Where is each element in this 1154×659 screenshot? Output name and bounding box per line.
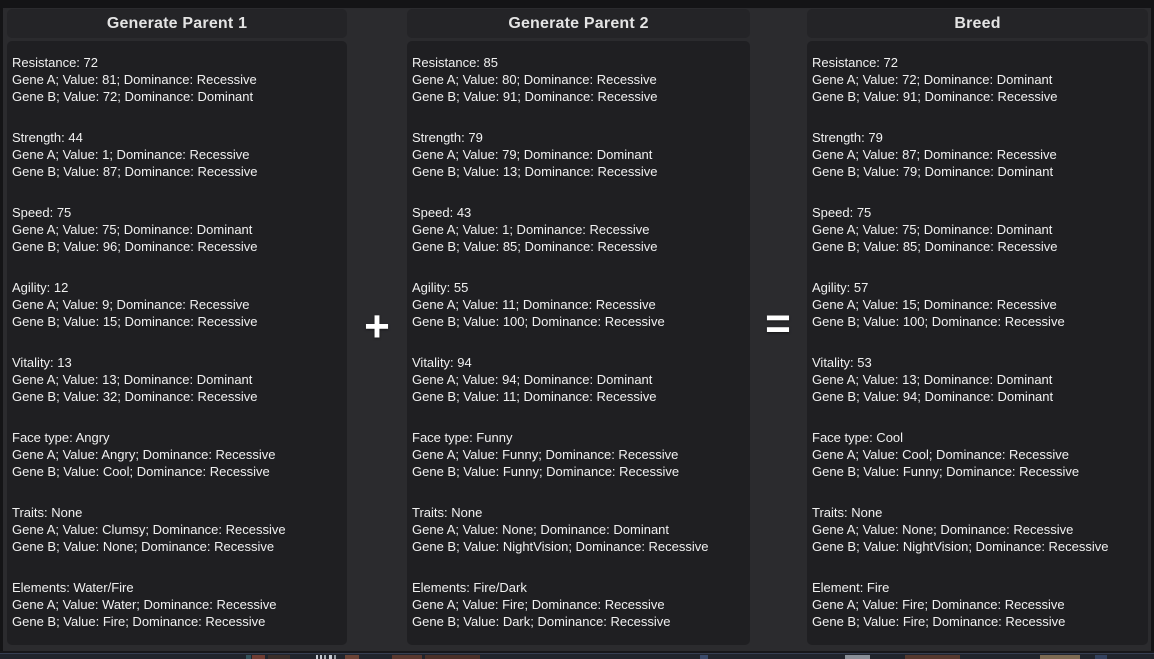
gene-a-line: Gene A; Value: 87; Dominance: Recessive — [812, 147, 1057, 162]
stat-title: Resistance: 72 — [12, 55, 98, 70]
gene-b-line: Gene B; Value: 96; Dominance: Recessive — [12, 239, 258, 254]
stat-group-resistance — [412, 54, 744, 105]
breeding-panels-container — [3, 8, 1151, 651]
gene-b-line: Gene B; Value: 87; Dominance: Recessive — [12, 164, 258, 179]
breed-label: Breed — [954, 14, 1001, 32]
stat-title: Elements: Fire/Dark — [412, 580, 527, 595]
stat-title: Agility: 12 — [12, 280, 69, 295]
stat-title: Resistance: 85 — [412, 55, 498, 70]
stat-title: Agility: 57 — [812, 280, 869, 295]
stat-group-resistance — [812, 54, 1142, 105]
stat-group-traits — [412, 504, 744, 555]
gene-a-line: Gene A; Value: 80; Dominance: Recessive — [412, 72, 657, 87]
stat-group-element — [812, 579, 1142, 630]
gene-a-line: Gene A; Value: 75; Dominance: Dominant — [12, 222, 253, 237]
gene-b-line: Gene B; Value: NightVision; Dominance: Recessive — [412, 539, 709, 554]
gene-b-line: Gene B; Value: NightVision; Dominance: Recessive — [812, 539, 1109, 554]
gene-b-line: Gene B; Value: 13; Dominance: Recessive — [412, 164, 658, 179]
stat-title: Element: Fire — [812, 580, 890, 595]
gene-b-line: Gene B; Value: Funny; Dominance: Recessive — [812, 464, 1080, 479]
stat-title: Traits: None — [812, 505, 883, 520]
stat-title: Face type: Funny — [412, 430, 513, 445]
gene-a-line: Gene A; Value: None; Dominance: Dominant — [412, 522, 670, 537]
generate-parent-1-button[interactable] — [7, 9, 347, 38]
stat-group-agility — [412, 279, 744, 330]
stat-title: Strength: 79 — [812, 130, 883, 145]
parent1-stats-list — [7, 41, 347, 645]
gene-a-line: Gene A; Value: 11; Dominance: Recessive — [412, 297, 656, 312]
stat-title: Strength: 44 — [12, 130, 83, 145]
gene-b-line: Gene B; Value: Funny; Dominance: Recessive — [412, 464, 680, 479]
generate-parent-2-button[interactable] — [407, 9, 750, 38]
gene-a-line: Gene A; Value: 13; Dominance: Dominant — [12, 372, 253, 387]
stat-group-speed — [812, 204, 1142, 255]
stat-group-speed — [12, 204, 341, 255]
stat-title: Vitality: 13 — [12, 355, 72, 370]
gene-b-line: Gene B; Value: 15; Dominance: Recessive — [12, 314, 258, 329]
equals-operator: = — [765, 299, 791, 348]
stat-group-elements — [12, 579, 341, 630]
stat-group-speed — [412, 204, 744, 255]
gene-a-line: Gene A; Value: Clumsy; Dominance: Recessive — [12, 522, 286, 537]
breed-button[interactable] — [807, 9, 1148, 38]
gene-b-line: Gene B; Value: 11; Dominance: Recessive — [412, 389, 657, 404]
gene-a-line: Gene A; Value: Fire; Dominance: Recessive — [412, 597, 665, 612]
gene-b-line: Gene B; Value: 91; Dominance: Recessive — [412, 89, 658, 104]
stat-group-elements — [412, 579, 744, 630]
stat-group-agility — [812, 279, 1142, 330]
stat-title: Agility: 55 — [412, 280, 469, 295]
stat-group-resistance — [12, 54, 341, 105]
gene-a-line: Gene A; Value: 79; Dominance: Dominant — [412, 147, 653, 162]
gene-a-line: Gene A; Value: 1; Dominance: Recessive — [412, 222, 650, 237]
stat-group-agility — [12, 279, 341, 330]
gene-a-line: Gene A; Value: Fire; Dominance: Recessive — [812, 597, 1065, 612]
gene-b-line: Gene B; Value: Cool; Dominance: Recessive — [12, 464, 270, 479]
stat-title: Face type: Cool — [812, 430, 904, 445]
gene-a-line: Gene A; Value: 13; Dominance: Dominant — [812, 372, 1053, 387]
gene-b-line: Gene B; Value: 79; Dominance: Dominant — [812, 164, 1054, 179]
stat-group-traits — [812, 504, 1142, 555]
stat-group-strength — [812, 129, 1142, 180]
parent1-panel — [7, 8, 347, 651]
gene-a-line: Gene A; Value: None; Dominance: Recessive — [812, 522, 1074, 537]
stat-group-face-type — [12, 429, 341, 480]
parent2-stats-list — [407, 41, 750, 645]
gene-a-line: Gene A; Value: 81; Dominance: Recessive — [12, 72, 257, 87]
parent2-panel — [407, 8, 750, 651]
stat-title: Vitality: 53 — [812, 355, 872, 370]
gene-b-line: Gene B; Value: None; Dominance: Recessive — [12, 539, 275, 554]
stat-title: Strength: 79 — [412, 130, 483, 145]
gene-b-line: Gene B; Value: 100; Dominance: Recessive — [412, 314, 665, 329]
stat-group-face-type — [812, 429, 1142, 480]
stat-group-vitality — [412, 354, 744, 405]
stat-title: Speed: 75 — [812, 205, 872, 220]
generate-parent-2-label: Generate Parent 2 — [508, 14, 649, 32]
gene-b-line: Gene B; Value: 91; Dominance: Recessive — [812, 89, 1058, 104]
stat-title: Speed: 75 — [12, 205, 72, 220]
stat-group-face-type — [412, 429, 744, 480]
breed-stats-list — [807, 41, 1148, 645]
gene-b-line: Gene B; Value: Fire; Dominance: Recessive — [12, 614, 266, 629]
stat-title: Elements: Water/Fire — [12, 580, 134, 595]
stat-group-traits — [12, 504, 341, 555]
gene-a-line: Gene A; Value: 1; Dominance: Recessive — [12, 147, 250, 162]
stat-title: Resistance: 72 — [812, 55, 898, 70]
gene-a-line: Gene A; Value: Cool; Dominance: Recessive — [812, 447, 1070, 462]
generate-parent-1-label: Generate Parent 1 — [106, 14, 248, 32]
stat-title: Face type: Angry — [12, 430, 110, 445]
gene-a-line: Gene A; Value: 94; Dominance: Dominant — [412, 372, 653, 387]
gene-b-line: Gene B; Value: 94; Dominance: Dominant — [812, 389, 1054, 404]
stat-title: Vitality: 94 — [412, 355, 472, 370]
gene-b-line: Gene B; Value: 100; Dominance: Recessive — [812, 314, 1065, 329]
stat-title: Traits: None — [412, 505, 483, 520]
plus-operator: + — [364, 302, 390, 351]
gene-b-line: Gene B; Value: 72; Dominance: Dominant — [12, 89, 254, 104]
gene-a-line: Gene A; Value: 75; Dominance: Dominant — [812, 222, 1053, 237]
gene-a-line: Gene A; Value: 9; Dominance: Recessive — [12, 297, 250, 312]
gene-a-line: Gene A; Value: 72; Dominance: Dominant — [812, 72, 1053, 87]
stat-title: Speed: 43 — [412, 205, 472, 220]
stat-group-vitality — [12, 354, 341, 405]
gene-b-line: Gene B; Value: Fire; Dominance: Recessive — [812, 614, 1066, 629]
gene-a-line: Gene A; Value: Water; Dominance: Recessive — [12, 597, 277, 612]
gene-a-line: Gene A; Value: Angry; Dominance: Recessive — [12, 447, 276, 462]
gene-a-line: Gene A; Value: 15; Dominance: Recessive — [812, 297, 1057, 312]
gene-a-line: Gene A; Value: Funny; Dominance: Recessive — [412, 447, 679, 462]
game-scene-sliver — [0, 653, 1154, 659]
breed-panel — [807, 8, 1148, 651]
gene-b-line: Gene B; Value: 85; Dominance: Recessive — [812, 239, 1058, 254]
stat-group-vitality — [812, 354, 1142, 405]
gene-b-line: Gene B; Value: 32; Dominance: Recessive — [12, 389, 258, 404]
stat-group-strength — [412, 129, 744, 180]
gene-b-line: Gene B; Value: Dark; Dominance: Recessive — [412, 614, 671, 629]
gene-b-line: Gene B; Value: 85; Dominance: Recessive — [412, 239, 658, 254]
stat-title: Traits: None — [12, 505, 83, 520]
stat-group-strength — [12, 129, 341, 180]
